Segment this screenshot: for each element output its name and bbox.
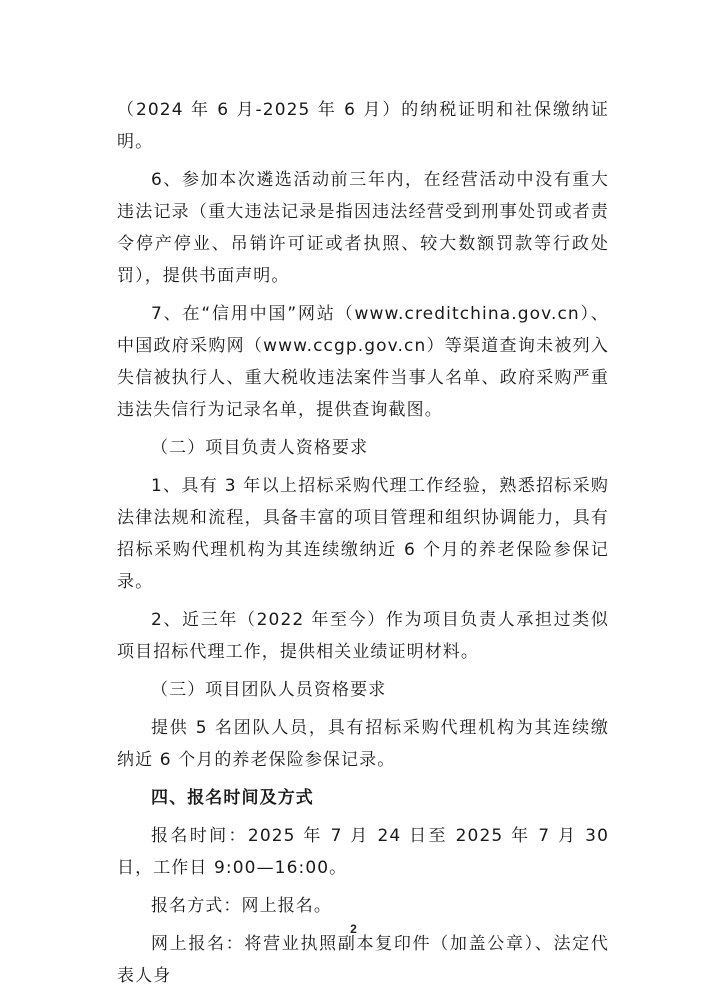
section-heading-registration: 四、报名时间及方式: [151, 788, 314, 808]
paragraph-leader-req-2: 2、近三年（2022 年至今）作为项目负责人承担过类似项目招标代理工作，提供相关业绩证明材料。: [117, 610, 609, 662]
paragraph-registration-method: 报名方式：网上报名。: [151, 896, 332, 916]
paragraph-team-req: 提供 5 名团队人员，具有招标采购代理机构为其连续缴纳近 6 个月的养老保险参保记录。: [117, 718, 609, 770]
subheading-team: （三）项目团队人员资格要求: [151, 680, 387, 700]
document-body: [117, 94, 609, 998]
paragraph-online-registration: 网上报名：将营业执照副本复印件（加盖公章）、法定代表人身: [117, 934, 609, 986]
page-number: 2: [350, 922, 357, 936]
paragraph-registration-time: 报名时间：2025 年 7 月 24 日至 2025 年 7 月 30 日，工作日 9:00—16:00。: [117, 826, 609, 878]
paragraph-item-7: 7、在“信用中国”网站（www.creditchina.gov.cn）、中国政府采购网（www.ccgp.gov.cn）等渠道查询未被列入失信被执行人、重大税收违法案件当事人名单、政府采购严重违法失信行为记录名单，提供查询截图。: [117, 304, 609, 420]
subheading-project-leader: （二）项目负责人资格要求: [151, 438, 369, 458]
paragraph-leader-req-1: 1、具有 3 年以上招标采购代理工作经验，熟悉招标采购法律法规和流程，具备丰富的项目管理和组织协调能力，具有招标采购代理机构为其连续缴纳近 6 个月的养老保险参保记录。: [117, 476, 609, 592]
paragraph-continuation: （2024 年 6 月-2025 年 6 月）的纳税证明和社保缴纳证明。: [117, 100, 609, 152]
paragraph-item-6: 6、参加本次遴选活动前三年内，在经营活动中没有重大违法记录（重大违法记录是指因违法经营受到刑事处罚或者责令停产停业、吊销许可证或者执照、较大数额罚款等行政处罚），提供书面声明。: [117, 170, 609, 286]
